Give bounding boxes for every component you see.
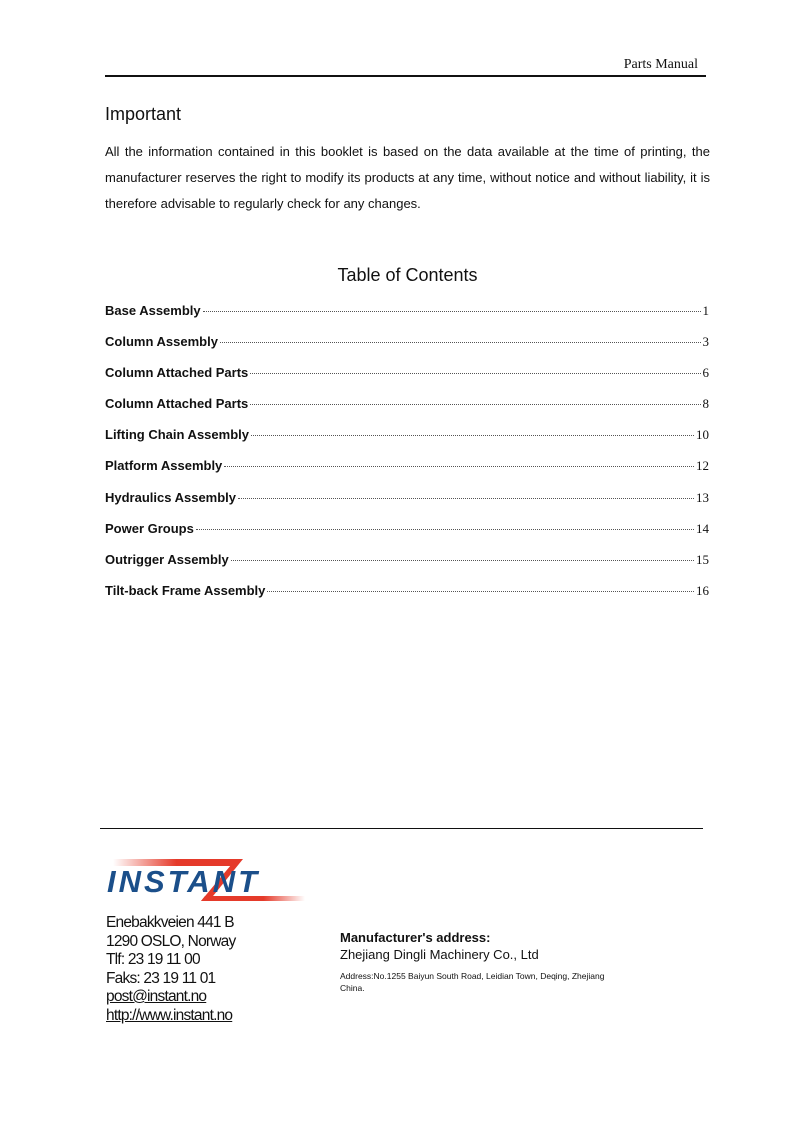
toc-leader-dots xyxy=(250,373,700,374)
toc-entry-label: Lifting Chain Assembly xyxy=(105,427,249,443)
toc-entry[interactable] xyxy=(105,303,709,334)
address-line: 1290 OSLO, Norway xyxy=(106,932,236,950)
website-link[interactable]: http://www.instant.no xyxy=(106,1006,233,1024)
toc-entry[interactable] xyxy=(105,365,709,396)
toc-entry-page: 12 xyxy=(696,458,709,474)
toc-entry-page: 10 xyxy=(696,427,709,443)
instant-logo xyxy=(105,856,307,911)
toc-entry[interactable] xyxy=(105,334,709,365)
manufacturer-heading: Manufacturer's address: xyxy=(340,930,491,945)
table-of-contents xyxy=(105,303,709,614)
toc-leader-dots xyxy=(238,498,694,499)
address-line: Enebakkveien 441 B xyxy=(106,914,234,931)
toc-leader-dots xyxy=(250,404,700,405)
toc-entry-page: 1 xyxy=(702,303,709,318)
toc-leader-dots xyxy=(196,529,694,530)
toc-entry[interactable] xyxy=(105,583,709,614)
toc-leader-dots xyxy=(251,435,694,436)
toc-entry-label: Tilt-back Frame Assembly xyxy=(105,582,266,598)
toc-leader-dots xyxy=(267,591,694,592)
header-title: Parts Manual xyxy=(623,57,698,72)
toc-title: Table of Contents xyxy=(337,265,478,285)
toc-entry[interactable] xyxy=(105,552,709,583)
important-text: All the information contained in this booklet is based on the data available at the time of printing, the manufacturer reserves the right to modify its products at any time, without notice and without liability, it is therefore advisable to regularly check for any changes. xyxy=(105,144,710,211)
toc-entry-label: Base Assembly xyxy=(105,303,201,318)
toc-leader-dots xyxy=(231,560,694,561)
toc-leader-dots xyxy=(220,342,701,343)
toc-entry-label: Hydraulics Assembly xyxy=(105,489,237,505)
toc-leader-dots xyxy=(203,311,701,312)
toc-entry[interactable] xyxy=(105,521,709,552)
manufacturer-name: Zhejiang Dingli Machinery Co., Ltd xyxy=(340,947,539,962)
toc-entry-label: Outrigger Assembly xyxy=(105,551,229,567)
toc-entry[interactable] xyxy=(105,490,709,521)
fax: Faks: 23 19 11 01 xyxy=(106,969,216,987)
company-address xyxy=(106,914,235,1025)
email-link[interactable]: post@instant.no xyxy=(106,988,207,1005)
toc-entry-page: 13 xyxy=(696,489,709,505)
toc-entry-page: 15 xyxy=(696,551,709,567)
toc-entry-page: 6 xyxy=(702,365,709,381)
header-rule xyxy=(105,75,706,77)
footer-rule xyxy=(100,828,703,829)
manufacturer-address xyxy=(340,930,610,994)
phone: Tlf: 23 19 11 00 xyxy=(106,951,200,968)
important-heading: Important xyxy=(105,104,182,124)
manufacturer-street: Address:No.1255 Baiyun South Road, Leidian Town, Deqing, Zhejiang China. xyxy=(340,971,605,993)
toc-entry-label: Column Assembly xyxy=(105,334,218,350)
toc-entry[interactable] xyxy=(105,427,709,458)
toc-entry-label: Column Attached Parts xyxy=(105,365,249,381)
toc-entry-page: 3 xyxy=(702,334,709,350)
toc-entry[interactable] xyxy=(105,396,709,427)
svg-text:INSTANT: INSTANT xyxy=(107,864,261,899)
toc-entry-page: 16 xyxy=(696,582,709,598)
toc-entry-page: 14 xyxy=(696,520,709,536)
toc-entry-label: Platform Assembly xyxy=(105,458,223,474)
toc-leader-dots xyxy=(224,466,694,467)
toc-entry-label: Power Groups xyxy=(105,520,194,536)
toc-entry-page: 8 xyxy=(702,396,709,412)
toc-entry[interactable] xyxy=(105,458,709,489)
toc-entry-label: Column Attached Parts xyxy=(105,396,249,412)
